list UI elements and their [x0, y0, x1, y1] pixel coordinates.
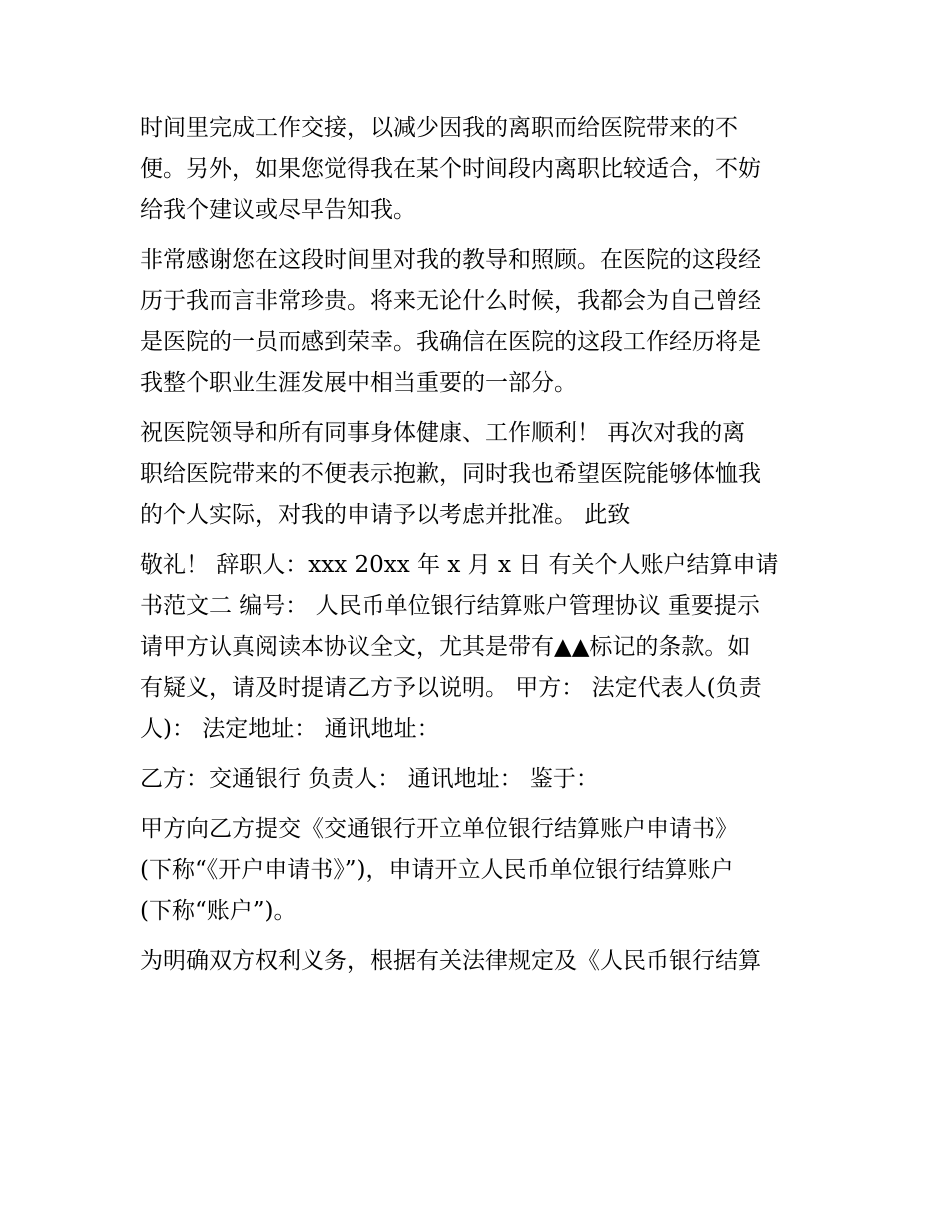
text-line: 的个人实际，对我的申请予以考虑并批准。 此致: [140, 502, 631, 528]
text-line: 职给医院带来的不便表示抱歉，同时我也希望医院能够体恤我: [140, 461, 761, 487]
text-line: 书范文二 编号： 人民币单位银行结算账户管理协议 重要提示: [140, 593, 760, 619]
text-line: 乙方：交通银行 负责人： 通讯地址： 鉴于：: [140, 766, 599, 792]
text-line: (下称“账户”)。: [140, 898, 297, 924]
text-line: 非常感谢您在这段时间里对我的教导和照顾。在医院的这段经: [140, 247, 761, 273]
text-line: 给我个建议或尽早告知我。: [140, 197, 416, 223]
text-line: 便。另外，如果您觉得我在某个时间段内离职比较适合，不妨: [140, 156, 761, 182]
text-line: 历于我而言非常珍贵。将来无论什么时候，我都会为自己曾经: [140, 288, 761, 314]
document-body: [140, 108, 816, 982]
text-line: 是医院的一员而感到荣幸。我确信在医院的这段工作经历将是: [140, 329, 761, 355]
text-line: 祝医院领导和所有同事身体健康、工作顺利！ 再次对我的离: [140, 420, 746, 446]
text-line: (下称“《开户申请书》”)，申请开立人民币单位银行结算账户: [140, 857, 734, 883]
text-line: 人)： 法定地址： 通讯地址：: [140, 716, 440, 742]
text-line: 有疑义，请及时提请乙方予以说明。 甲方： 法定代表人(负责: [140, 675, 762, 701]
text-line: 敬礼！ 辞职人：xxx 20xx 年 x 月 x 日 有关个人账户结算申请: [140, 552, 779, 578]
text-line: 时间里完成工作交接，以减少因我的离职而给医院带来的不: [140, 115, 738, 141]
text-line: 我整个职业生涯发展中相当重要的一部分。: [140, 370, 577, 396]
text-line: 请甲方认真阅读本协议全文，尤其是带有▲▲标记的条款。如: [140, 634, 751, 660]
text-line: 为明确双方权利义务，根据有关法律规定及《人民币银行结算: [140, 948, 761, 974]
text-line: 甲方向乙方提交《交通银行开立单位银行结算账户申请书》: [140, 816, 738, 842]
